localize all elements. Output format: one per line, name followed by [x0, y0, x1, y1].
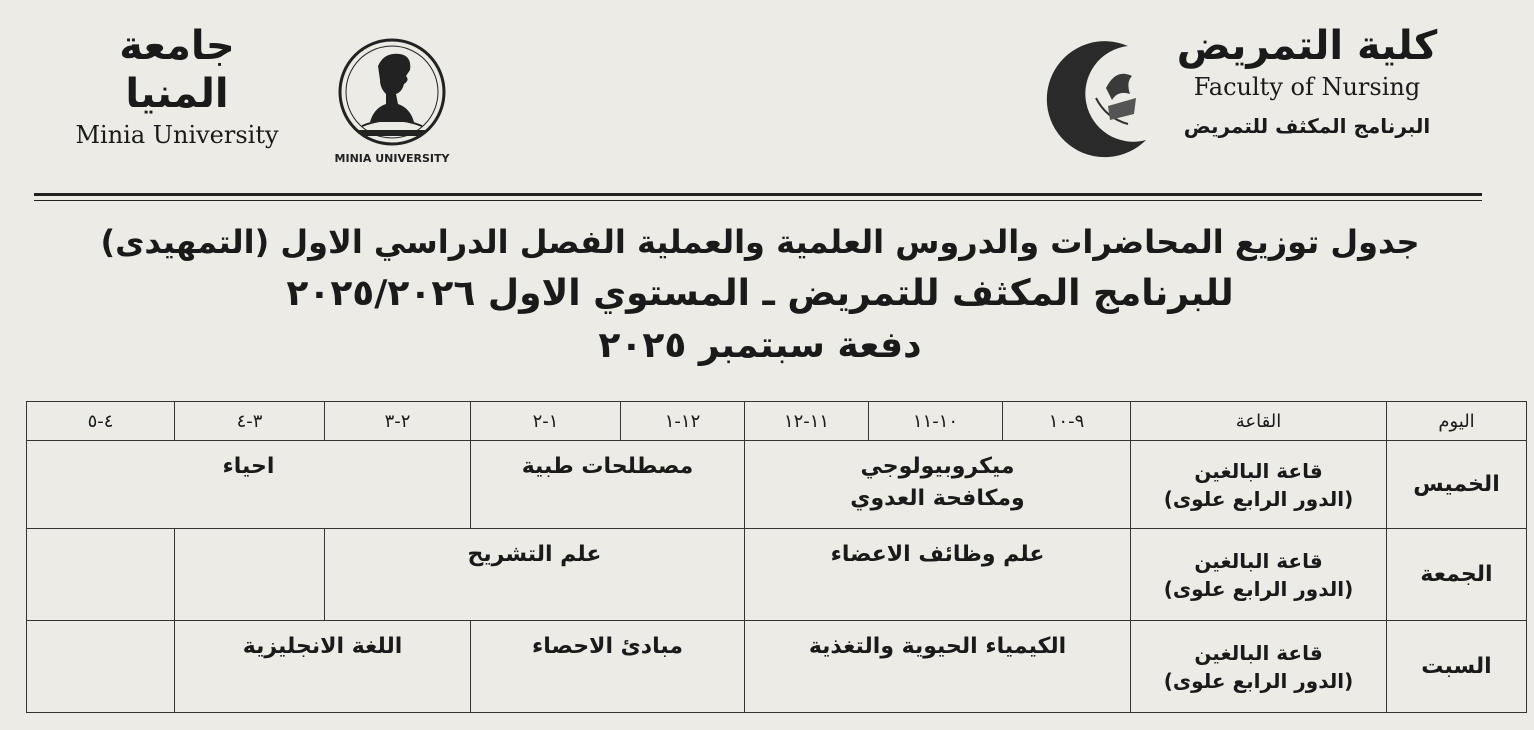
- table-row: [27, 621, 1527, 713]
- hall-cell: [1131, 529, 1387, 621]
- minia-seal-label: MINIA UNIVERSITY: [334, 152, 450, 165]
- schedule-table: [26, 401, 1527, 713]
- faculty-english: Faculty of Nursing: [1193, 73, 1421, 101]
- header-slot: ١-٢: [471, 402, 621, 441]
- minia-university-english: Minia University: [75, 121, 279, 149]
- faculty-arabic: كلية التمريض: [1176, 23, 1438, 69]
- hall-name: قاعة البالغين: [1194, 640, 1323, 665]
- table-header-row: [27, 402, 1527, 441]
- hall-name: قاعة البالغين: [1194, 548, 1323, 573]
- subject-cell: اللغة الانجليزية: [175, 621, 471, 713]
- header-slot: ١٢-١: [621, 402, 745, 441]
- subject-cell: مصطلحات طبية: [471, 441, 745, 529]
- header-divider-thin: [34, 200, 1482, 201]
- faculty-of-nursing-brand: [1172, 22, 1442, 140]
- day-cell: السبت: [1387, 621, 1527, 713]
- subject-name-line2: ومكافحة العدوي: [850, 486, 1025, 511]
- minia-university-seal-icon: [326, 30, 462, 170]
- title-line-2: للبرنامج المكثف للتمريض ـ المستوي الاول ٢٠٢٥/٢٠٢٦: [286, 273, 1234, 314]
- hall-name: قاعة البالغين: [1194, 458, 1323, 483]
- header-slot: ٣-٤: [175, 402, 325, 441]
- minia-university-brand: [62, 22, 292, 150]
- hall-cell: [1131, 621, 1387, 713]
- program-name: البرنامج المكثف للتمريض: [1183, 114, 1431, 138]
- day-cell: الخميس: [1387, 441, 1527, 529]
- subject-name: ميكروبيولوجي: [860, 454, 1015, 479]
- hall-floor: (الدور الرابع علوى): [1163, 576, 1354, 601]
- subject-cell: احياء: [27, 441, 471, 529]
- minia-university-arabic: جامعة المنيا: [119, 23, 235, 117]
- subject-cell: [745, 441, 1131, 529]
- table-row: [27, 441, 1527, 529]
- hall-cell: [1131, 441, 1387, 529]
- header-hall: القاعة: [1131, 402, 1387, 441]
- table-row: [27, 529, 1527, 621]
- header-slot: ٩-١٠: [1003, 402, 1131, 441]
- subject-cell: مبادئ الاحصاء: [471, 621, 745, 713]
- hall-floor: (الدور الرابع علوى): [1163, 668, 1354, 693]
- empty-cell: [27, 621, 175, 713]
- title-line-1: جدول توزيع المحاضرات والدروس العلمية والعملية الفصل الدراسي الاول (التمهيدى): [100, 223, 1420, 261]
- subject-cell: علم التشريح: [325, 529, 745, 621]
- header-day: اليوم: [1387, 402, 1527, 441]
- header-slot: ١٠-١١: [869, 402, 1003, 441]
- nursing-faculty-seal-icon: [1036, 28, 1166, 168]
- header-divider: [34, 193, 1482, 196]
- subject-cell: علم وظائف الاعضاء: [745, 529, 1131, 621]
- title-line-3: دفعة سبتمبر ٢٠٢٥: [598, 325, 922, 366]
- empty-cell: [27, 529, 175, 621]
- hall-floor: (الدور الرابع علوى): [1163, 486, 1354, 511]
- header-slot: ١١-١٢: [745, 402, 869, 441]
- document-titles: [60, 218, 1460, 370]
- header-slot: ٤-٥: [27, 402, 175, 441]
- empty-cell: [175, 529, 325, 621]
- subject-cell: الكيمياء الحيوية والتغذية: [745, 621, 1131, 713]
- day-cell: الجمعة: [1387, 529, 1527, 621]
- header-slot: ٢-٣: [325, 402, 471, 441]
